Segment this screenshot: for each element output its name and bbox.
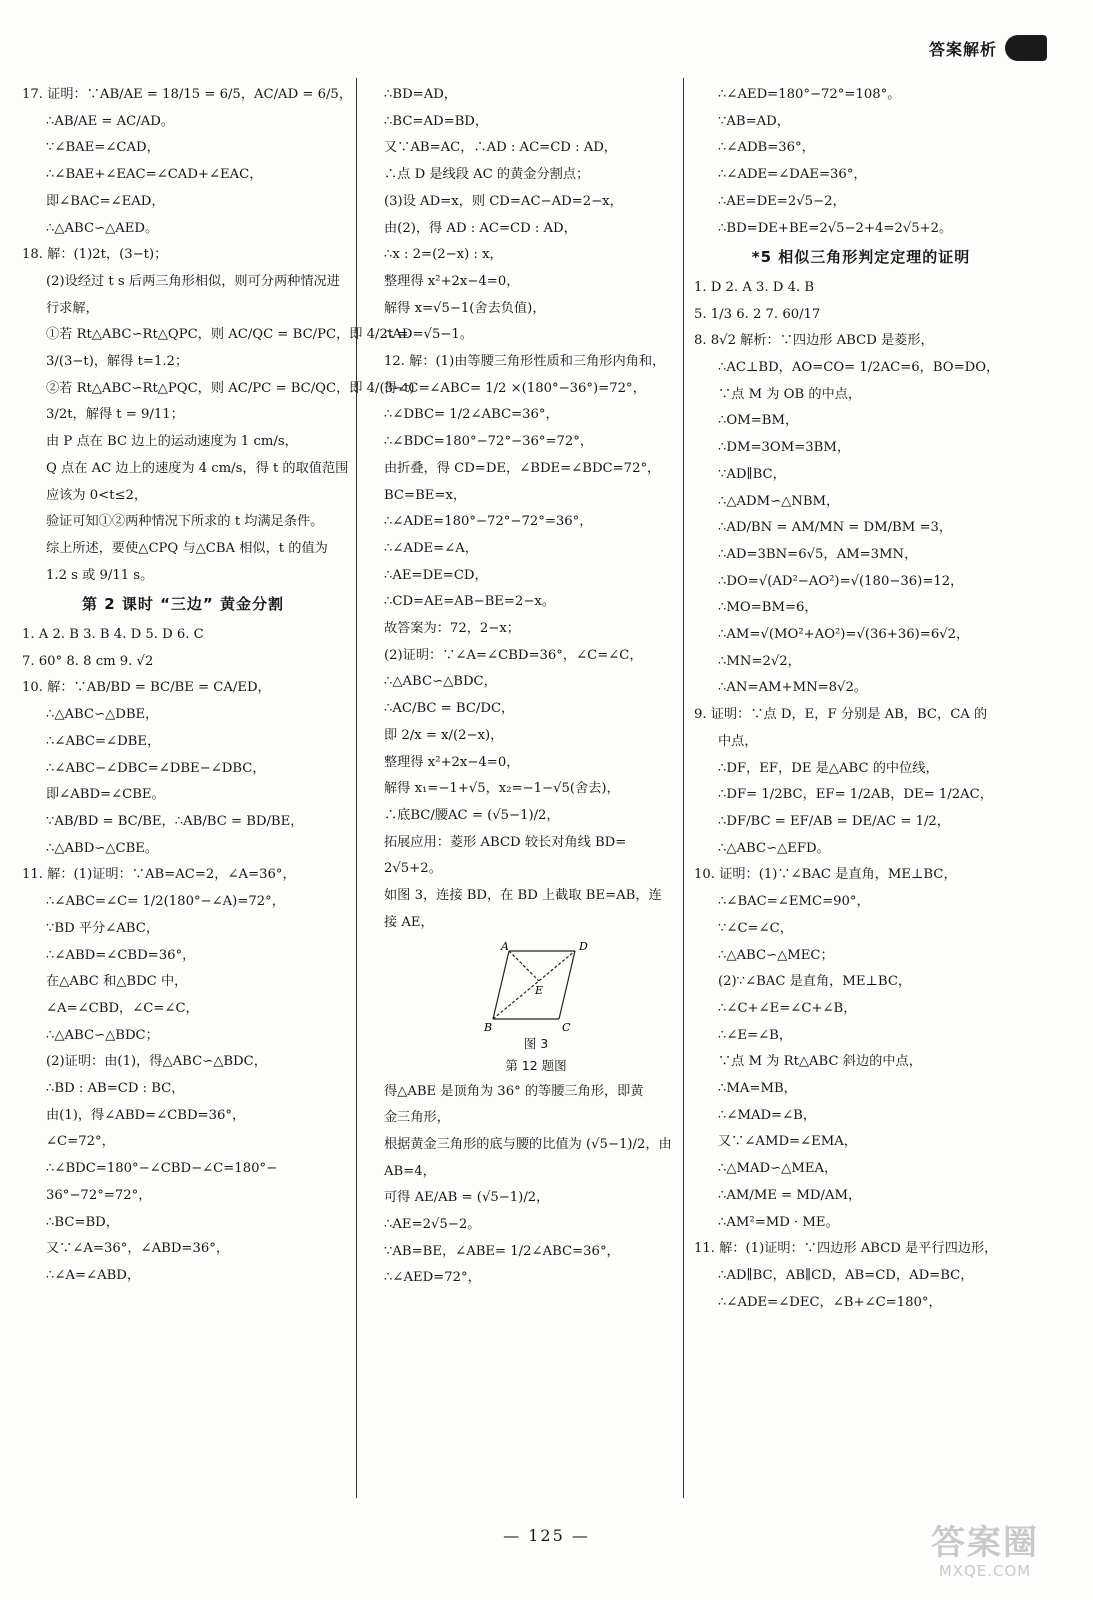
- answer-line: 1. D 2. A 3. D 4. B: [694, 279, 815, 295]
- answer-line: 10. 证明：(1)∵∠BAC 是直角，ME⊥BC，: [694, 867, 957, 883]
- answer-line: ∴BC=AD=BD，: [384, 113, 489, 129]
- answer-line: ∴∠AED=72°，: [384, 1270, 481, 1286]
- answer-line: ∴AD=√5−1。: [384, 327, 473, 343]
- answer-line: ∴AB/AE = AC/AD。: [46, 113, 174, 129]
- answer-line: ∵点 M 为 Rt△ABC 斜边的中点，: [718, 1054, 922, 1070]
- answer-line: 中点，: [718, 733, 758, 749]
- answer-line: ∵∠C=∠C，: [718, 920, 793, 936]
- point-label-c: C: [562, 1020, 571, 1034]
- answer-line: ∴DF，EF，DE 是△ABC 的中位线，: [718, 760, 939, 776]
- answer-line: 如图 3，连接 BD，在 BD 上截取 BE=AB，连: [384, 888, 662, 904]
- answer-line: 36°−72°=72°，: [46, 1187, 152, 1203]
- answer-line: ∴AM²=MD · ME。: [718, 1214, 839, 1230]
- answer-line: 整理得 x²+2x−4=0，: [384, 754, 520, 770]
- answer-line: ∴AD/BN = AM/MN = DM/BM =3，: [718, 520, 953, 536]
- edge-dc: [559, 951, 575, 1019]
- answer-line: ∴AC⊥BD，AO=CO= 1/2AC=6，BO=DO，: [718, 360, 1000, 376]
- figure-title: 第 12 题图: [505, 1057, 567, 1073]
- answer-line: (2)设经过 t s 后两三角形相似，则可分两种情况进: [46, 273, 340, 289]
- answer-line: AB=4，: [384, 1163, 436, 1179]
- answer-line: ∴DF/BC = EF/AB = DE/AC = 1/2，: [718, 813, 950, 829]
- answer-line: ∵AB=AD，: [718, 113, 790, 129]
- answer-line: ∴OM=BM，: [718, 413, 799, 429]
- section-header: [929, 34, 1047, 62]
- answer-line: ∴MO=BM=6，: [718, 600, 818, 616]
- segment-ae: [509, 951, 539, 981]
- answer-line: ∴AM=√(MO²+AO²)=√(36+36)=6√2，: [718, 627, 970, 643]
- answer-line: ∴∠ABD=∠CBD=36°，: [46, 947, 196, 963]
- answer-line: ∴AE=DE=2√5−2，: [718, 193, 846, 209]
- answer-line: ∴∠ADE=180°−72°−72°=36°，: [384, 514, 593, 530]
- answer-line: ∴DM=3OM=3BM，: [718, 440, 851, 456]
- answer-line: 由(1)，得∠ABD=∠CBD=36°，: [46, 1107, 246, 1123]
- answer-line: 在△ABC 和△BDC 中，: [46, 974, 188, 990]
- answer-line: 接 AE，: [384, 914, 434, 930]
- column-3: [694, 82, 1028, 1492]
- column-divider-1: [356, 78, 357, 1498]
- answer-line: ∴CD=AE=AB−BE=2−x。: [384, 594, 555, 610]
- answer-line: 应该为 0<t≤2，: [46, 487, 148, 503]
- answer-line: ∴∠ABC=∠DBE，: [46, 733, 161, 749]
- answer-line: ∴BD=DE+BE=2√5−2+4=2√5+2。: [718, 220, 953, 236]
- answer-line: 又∵∠A=36°，∠ABD=36°，: [46, 1241, 230, 1257]
- answer-line: ∴∠AED=180°−72°=108°。: [718, 87, 901, 102]
- answer-line: 12. 解：(1)由等腰三角形性质和三角形内角和，: [384, 354, 666, 370]
- answer-line: 可得 AE/AB = (√5−1)/2，: [384, 1190, 550, 1206]
- answer-line: ∴∠E=∠B，: [718, 1027, 793, 1043]
- answer-line: ①若 Rt△ABC∽Rt△QPC，则 AC/QC = BC/PC，即 4/2t =: [46, 327, 409, 343]
- section-title: *5 相似三角形判定定理的证明: [751, 248, 971, 267]
- answer-line: ∴△MAD∽△MEA，: [718, 1161, 838, 1177]
- answer-line: ∠C=72°，: [46, 1134, 115, 1150]
- answer-line: 由折叠，得 CD=DE，∠BDE=∠BDC=72°，: [384, 460, 661, 476]
- answer-line: ∴△ABD∽△CBE。: [46, 840, 159, 856]
- answer-line: 由(2)，得 AD : AC=CD : AD，: [384, 220, 577, 236]
- answer-line: Q 点在 AC 边上的速度为 4 cm/s，得 t 的取值范围: [46, 460, 349, 476]
- answer-line: ∵∠BAE=∠CAD，: [46, 140, 160, 156]
- answer-line: ∴∠BAC=∠EMC=90°，: [718, 894, 870, 910]
- edge-ba: [493, 951, 509, 1019]
- answer-line: 又∵∠AMD=∠EMA，: [718, 1134, 857, 1150]
- answer-line: ∴△ABC∽△AED。: [46, 220, 159, 236]
- answer-line: ∵BD 平分∠ABC，: [46, 920, 160, 936]
- answer-line: 根据黄金三角形的底与腰的比值为 (√5−1)/2，由: [384, 1136, 672, 1152]
- answer-line: ∴AE=2√5−2。: [384, 1217, 481, 1233]
- watermark-main: 答案圈: [931, 1523, 1039, 1563]
- answer-line: 拓展应用：菱形 ABCD 较长对角线 BD=: [384, 834, 627, 850]
- diagonal-bd: [493, 951, 575, 1019]
- column-2: [384, 82, 688, 1492]
- answer-line: ②若 Rt△ABC∽Rt△PQC，则 AC/PC = BC/QC，即 4/(3−t) =: [46, 380, 430, 396]
- section-title: 第 2 课时 “三边” 黄金分割: [81, 595, 285, 614]
- answer-line: ∴△ABC∽△MEC；: [718, 947, 834, 963]
- answer-line: 17. 证明：∵AB/AE = 18/15 = 6/5，AC/AD = 6/5，: [22, 87, 353, 102]
- answer-line: 10. 解：∵AB/BD = BC/BE = CA/ED，: [22, 680, 271, 696]
- answer-line: ∴∠ADB=36°，: [718, 140, 815, 156]
- answer-line: (3)设 AD=x，则 CD=AC−AD=2−x，: [384, 193, 623, 209]
- answer-line: 金三角形，: [384, 1110, 450, 1126]
- answer-line: ∴△ABC∽△BDC；: [46, 1027, 159, 1043]
- answer-line: ∴BD : AB=CD : BC，: [46, 1081, 185, 1097]
- point-label-a: A: [501, 939, 509, 953]
- answer-line: 3/2t，解得 t = 9/11；: [46, 407, 184, 423]
- answer-line: ∴AN=AM+MN=8√2。: [718, 680, 868, 696]
- answer-line: 18. 解：(1)2t，(3−t)；: [22, 247, 168, 263]
- answer-line: ∴∠DBC= 1/2∠ABC=36°，: [384, 407, 559, 423]
- answer-line: ∠A=∠CBD，∠C=∠C，: [46, 1000, 199, 1016]
- answer-line: 5. 1/3 6. 2 7. 60/17: [694, 306, 821, 322]
- answer-line: ∴MA=MB，: [718, 1081, 797, 1097]
- answer-line: ∴BD=AD，: [384, 87, 457, 102]
- answer-line: ∴∠A=∠ABD，: [46, 1267, 141, 1283]
- answer-line: ∴AD∥BC，AB∥CD，AB=CD，AD=BC，: [718, 1267, 974, 1283]
- answer-line: ∵点 M 为 OB 的中点，: [718, 386, 862, 402]
- answer-line: BC=BE=x，: [384, 487, 467, 503]
- rhombus-figure: [384, 941, 688, 1077]
- figure-caption: 图 3: [523, 1035, 549, 1051]
- answer-line: 2√5+2。: [384, 861, 442, 877]
- answer-line: ∴△ABC∽△BDC，: [384, 674, 497, 690]
- answer-line: ∴△ABC∽△DBE，: [46, 707, 159, 723]
- answer-line: ∴∠ABC−∠DBC=∠DBE−∠DBC，: [46, 760, 266, 776]
- answer-line: ∴AC/BC = BC/DC，: [384, 701, 515, 717]
- answer-line: 即 2/x = x/(2−x)，: [384, 727, 504, 743]
- answer-line: 整理得 x²+2x−4=0，: [384, 273, 520, 289]
- answer-line: ∴AE=DE=CD，: [384, 567, 488, 583]
- answer-line: ∴底BC/腰AC = (√5−1)/2，: [384, 807, 560, 823]
- answer-line: ∴BC=BD，: [46, 1214, 119, 1230]
- answer-line: 得△ABE 是顶角为 36° 的等腰三角形，即黄: [384, 1083, 644, 1099]
- answer-line: (2)证明：由(1)，得△ABC∽△BDC，: [46, 1054, 267, 1070]
- answer-line: 1. A 2. B 3. B 4. D 5. D 6. C: [22, 627, 204, 643]
- answer-line: 解得 x=√5−1(舍去负值)，: [384, 300, 546, 316]
- header-label: 答案解析: [928, 39, 997, 59]
- answer-line: (2)∵∠BAC 是直角，ME⊥BC，: [718, 974, 912, 990]
- answer-line: 故答案为：72，2−x；: [384, 621, 520, 637]
- rhombus-diagram: [481, 941, 591, 1033]
- answer-line: ∴DF= 1/2BC，EF= 1/2AB，DE= 1/2AC，: [718, 787, 993, 803]
- answer-line: 11. 解：(1)证明：∵四边形 ABCD 是平行四边形，: [694, 1241, 998, 1257]
- answer-line: ∴∠ABC=∠C= 1/2(180°−∠A)=72°，: [46, 894, 285, 910]
- answer-line: ∴∠ADE=∠DEC，∠B+∠C=180°，: [718, 1294, 942, 1310]
- answer-line: 1.2 s 或 9/11 s。: [46, 567, 154, 583]
- answer-line: ∴AM/ME = MD/AM，: [718, 1187, 862, 1203]
- watermark-logo: [895, 1524, 1075, 1586]
- answer-line: (2)证明：∵∠A=∠CBD=36°，∠C=∠C，: [384, 647, 643, 663]
- answer-line: ∴∠ADE=∠DAE=36°，: [718, 167, 867, 183]
- answer-line: ∴DO=√(AD²−AO²)=√(180−36)=12，: [718, 573, 964, 589]
- answer-line: 即∠ABD=∠CBE。: [46, 787, 165, 803]
- answer-line: ∴△ABC∽△EFD。: [718, 840, 830, 856]
- answer-line: ∵AB/BD = BC/BE，∴AB/BC = BD/BE，: [46, 813, 304, 829]
- answer-line: ∴∠BDC=180°−∠CBD−∠C=180°−: [46, 1161, 278, 1177]
- answer-line: 11. 解：(1)证明：∵AB=AC=2，∠A=36°，: [22, 867, 296, 883]
- answer-line: 得∠C=∠ABC= 1/2 ×(180°−36°)=72°，: [384, 380, 646, 396]
- answer-line: ∴∠C+∠E=∠C+∠B，: [718, 1000, 857, 1016]
- header-bar-decoration: [1005, 35, 1047, 61]
- answer-line: ∴点 D 是线段 AC 的黄金分割点；: [384, 167, 590, 183]
- answer-line: 综上所述，要使△CPQ 与△CBA 相似，t 的值为: [46, 540, 328, 556]
- answer-line: 7. 60° 8. 8 cm 9. √2: [22, 653, 154, 669]
- answer-line: 9. 证明：∵点 D，E，F 分别是 AB，BC，CA 的: [694, 707, 988, 723]
- answer-line: ∵AB=BE，∠ABE= 1/2∠ABC=36°，: [384, 1243, 620, 1259]
- answer-line: ∴∠MAD=∠B，: [718, 1107, 817, 1123]
- point-label-d: D: [579, 939, 588, 953]
- answer-line: ∴MN=2√2，: [718, 653, 801, 669]
- page-number: — 125 —: [503, 1526, 590, 1545]
- answer-line: ∴x : 2=(2−x) : x，: [384, 247, 503, 263]
- watermark-sub: MXQE.COM: [938, 1562, 1032, 1580]
- answer-line: 验证可知①②两种情况下所求的 t 均满足条件。: [46, 514, 324, 530]
- answer-line: 8. 8√2 解析：∵四边形 ABCD 是菱形，: [694, 333, 934, 349]
- answer-line: ∴∠BAE+∠EAC=∠CAD+∠EAC，: [46, 167, 263, 183]
- answer-line: 又∵AB=AC，∴AD : AC=CD : AD，: [384, 140, 617, 156]
- answer-line: 即∠BAC=∠EAD，: [46, 193, 165, 209]
- point-label-b: B: [484, 1020, 493, 1034]
- answer-line: 行求解，: [46, 300, 99, 316]
- answer-line: 3/(3−t)，解得 t=1.2；: [46, 354, 189, 370]
- answer-line: ∵AD∥BC，: [718, 466, 786, 482]
- answer-line: 由 P 点在 BC 边上的运动速度为 1 cm/s，: [46, 434, 298, 450]
- answer-line: ∴AD=3BN=6√5，AM=3MN，: [718, 546, 918, 562]
- answer-line: ∴∠BDC=180°−72°−36°=72°，: [384, 434, 594, 450]
- answer-line: ∴△ADM∽△NBM，: [718, 493, 840, 509]
- answer-line: 解得 x₁=−1+√5，x₂=−1−√5(舍去)，: [384, 781, 620, 797]
- point-label-e: E: [535, 983, 544, 997]
- answer-line: ∴∠ADE=∠A，: [384, 540, 478, 556]
